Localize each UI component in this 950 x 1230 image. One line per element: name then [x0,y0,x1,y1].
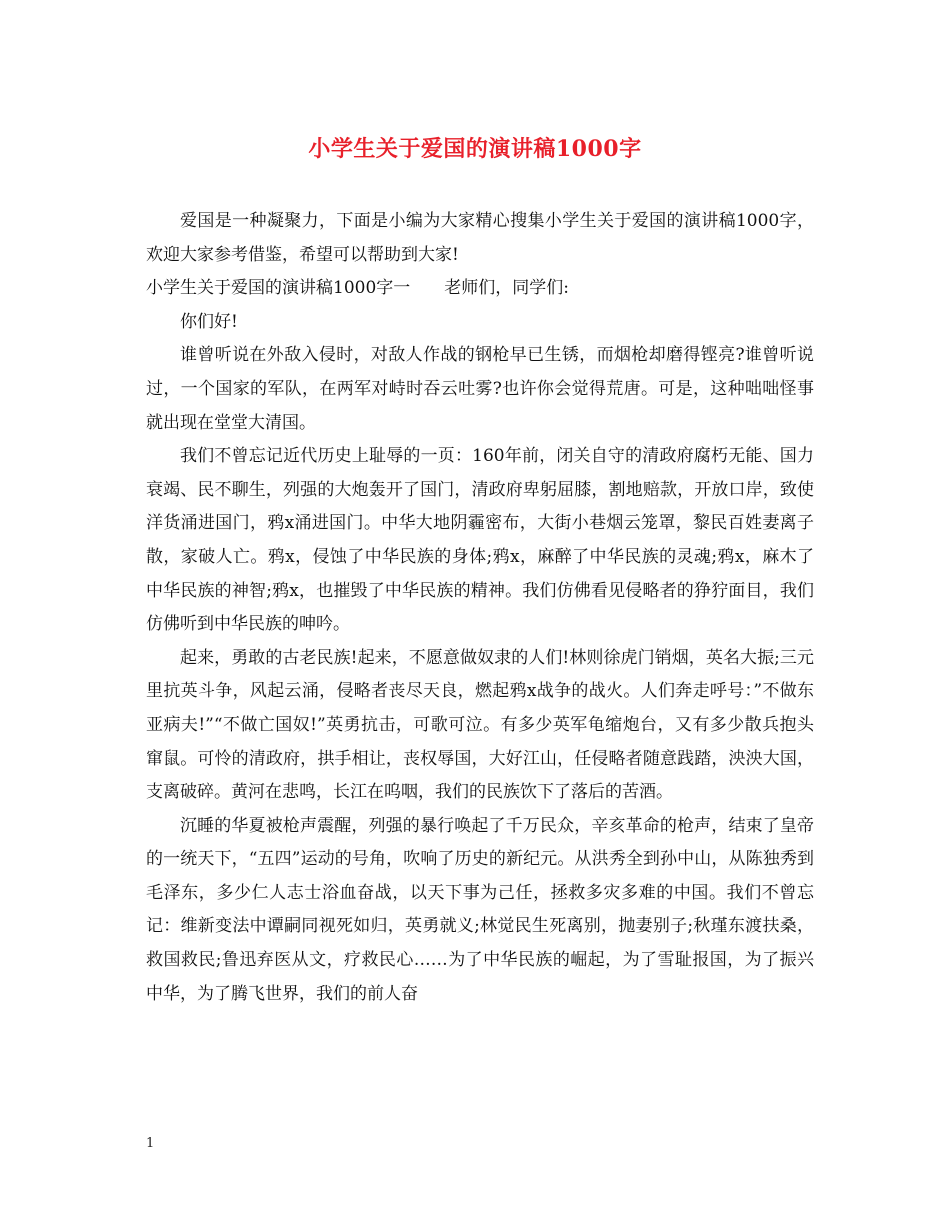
paragraph-intro: 爱国是一种凝聚力，下面是小编为大家精心搜集小学生关于爱国的演讲稿1000字，欢迎大家参考借鉴，希望可以帮助到大家! [146,211,814,265]
paragraph-heading-greeting: 小学生关于爱国的演讲稿1000字一 老师们，同学们: [146,278,569,299]
paragraph-history: 我们不曾忘记近代历史上耻辱的一页：160年前，闭关自守的清政府腐朽无能、国力衰竭、民不聊生，列强的大炮轰开了国门，清政府卑躬屈膝，割地赔款，开放口岸，致使洋货涌进国门，鸦x涌进国门。中华大地阴霾密布，大街小巷烟云笼罩，黎民百姓妻离子散，家破人亡。鸦x，侵蚀了中华民族的身体;鸦x，麻醉了中华民族的灵魂;鸦x，麻木了中华民族的神智;鸦x，也摧毁了中华民族的精神。我们仿佛看见侵略者的狰狞面目，我们仿佛听到中华民族的呻吟。 [146,446,814,635]
page-number: 1 [146,1136,155,1151]
paragraph-resistance: 起来，勇敢的古老民族!起来，不愿意做奴隶的人们!林则徐虎门销烟，英名大振;三元里抗英斗争，风起云涌，侵略者丧尽天良，燃起鸦x战争的战火。人们奔走呼号：”不做东亚病夫!”“不做亡国奴!”英勇抗击，可歌可泣。有多少英军龟缩炮台，又有多少散兵抱头窜鼠。可怜的清政府，拱手相让，丧权辱国，大好江山，任侵略者随意践踏，泱泱大国，支离破碎。黄河在悲鸣，长江在呜咽，我们的民族饮下了落后的苦酒。 [146,647,814,803]
paragraph-greeting: 你们好! [180,311,238,332]
paragraph-opium: 谁曾听说在外敌入侵时，对敌人作战的钢枪早已生锈，而烟枪却磨得铿亮?谁曾听说过，一个国家的军队，在两军对峙时吞云吐雾?也许你会觉得荒唐。可是，这种咄咄怪事就出现在堂堂大清国。 [146,345,814,433]
paragraph-revolution: 沉睡的华夏被枪声震醒，列强的暴行唤起了千万民众，辛亥革命的枪声，结束了皇帝的一统天下，“五四”运动的号角，吹响了历史的新纪元。从洪秀全到孙中山，从陈独秀到毛泽东，多少仁人志士浴血奋战，以天下事为己任，拯救多灾多难的中国。我们不曾忘记：维新变法中谭嗣同视死如归，英勇就义;林觉民生死离别，抛妻别子;秋瑾东渡扶桑，救国救民;鲁迅弃医从文，疗救民心……为了中华民族的崛起，为了雪耻报国，为了振兴中华，为了腾飞世界，我们的前人奋 [146,815,814,1004]
document-body [146,205,814,1011]
page-title: 小学生关于爱国的演讲稿1000字 [308,136,642,162]
